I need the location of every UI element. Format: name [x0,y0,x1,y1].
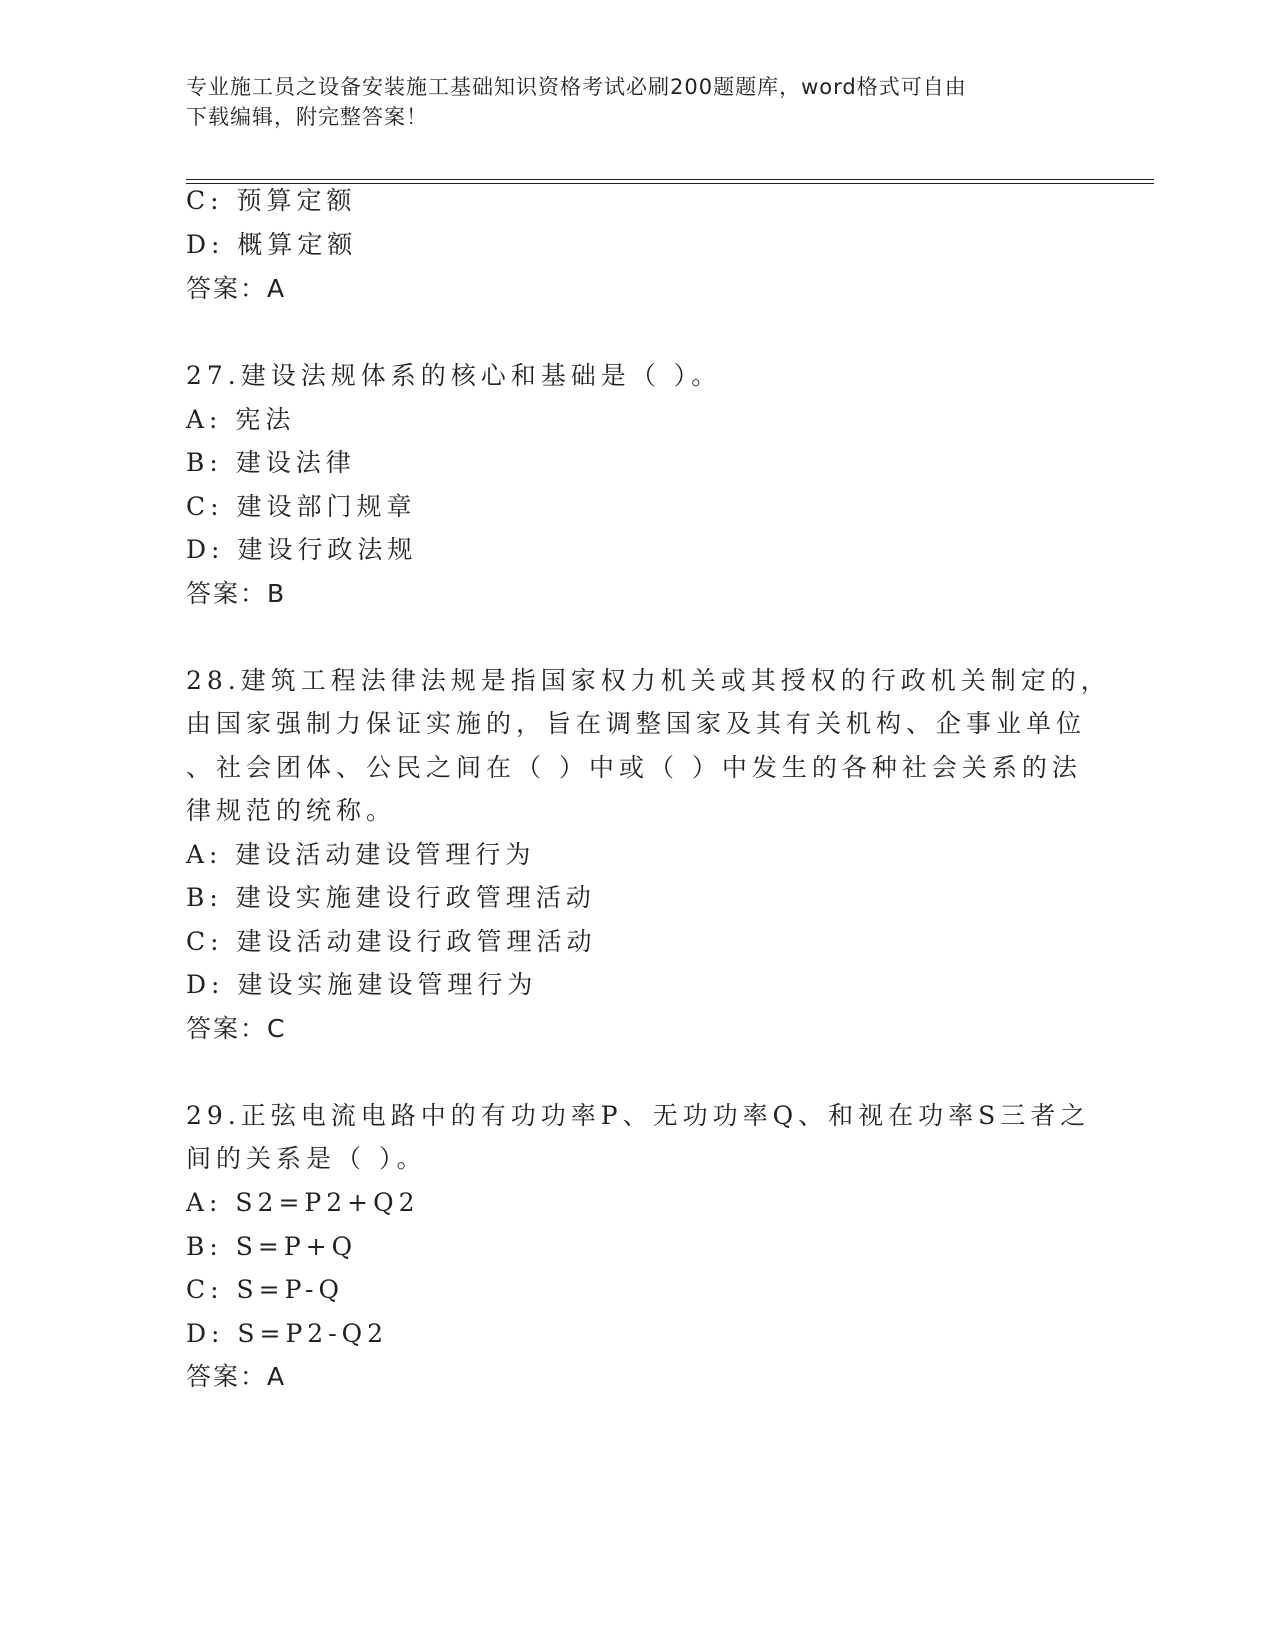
question-28-option-a: A: 建设活动建设管理行为 [186,840,536,869]
question-29-option-b: B: S=P+Q [186,1232,358,1261]
answer-line: 答案：A [186,274,287,303]
question-27-option-d: D: 建设行政法规 [186,535,418,564]
question-27-option-c: C: 建设部门规章 [186,492,417,521]
question-27-option-a: A: 宪法 [186,405,296,434]
question-29-stem-line-2: 间的关系是（ ）。 [186,1144,427,1173]
question-29-stem-line-1: 29.正弦电流电路中的有功功率P、无功功率Q、和视在功率S三者之 [186,1101,1091,1130]
option-c: C: 预算定额 [186,186,357,215]
question-28-option-d: D: 建设实施建设管理行为 [186,970,538,999]
question-28-stem-line-3: 、社会团体、公民之间在（ ）中或（ ）中发生的各种社会关系的法 [186,753,1082,782]
question-29-option-c: C: S=P-Q [186,1275,344,1304]
option-d: D: 概算定额 [186,230,358,259]
question-28-stem-line-2: 由国家强制力保证实施的，旨在调整国家及其有关机构、企事业单位 [186,709,1087,738]
header-title-line-2: 下载编辑，附完整答案！ [186,105,428,129]
question-29-option-d: D: S=P2-Q2 [186,1319,389,1348]
question-28-stem-line-4: 律规范的统称。 [186,796,397,825]
question-28-option-b: B: 建设实施建设行政管理活动 [186,883,596,912]
question-29-answer: 答案：A [186,1362,287,1391]
header-divider-top [186,179,1154,180]
question-27-answer: 答案：B [186,579,287,608]
question-27-option-b: B: 建设法律 [186,448,356,477]
document-header [186,72,1086,132]
header-title-line-1: 专业施工员之设备安装施工基础知识资格考试必刷200题题库，word格式可自由 [186,75,967,99]
question-28-answer: 答案：C [186,1014,287,1043]
question-28-option-c: C: 建设活动建设行政管理活动 [186,927,597,956]
question-28-stem-line-1: 28.建筑工程法律法规是指国家权力机关或其授权的行政机关制定的， [186,666,1111,695]
question-27-stem: 27.建设法规体系的核心和基础是（ ）。 [186,361,722,390]
question-29-option-a: A: S2=P2+Q2 [186,1188,420,1217]
